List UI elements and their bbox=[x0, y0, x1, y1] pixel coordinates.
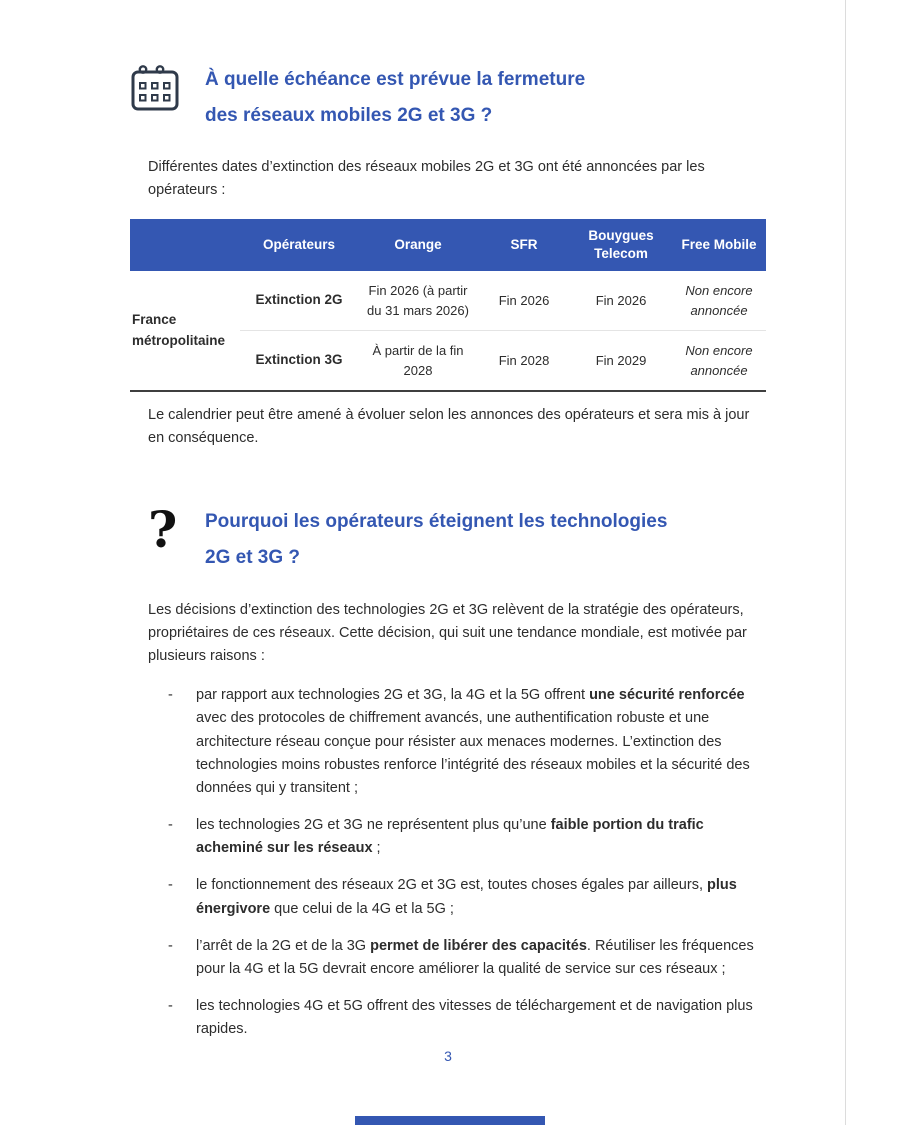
list-item: - les technologies 4G et 5G offrent des vitesses de téléchargement et de navigation plus rapides. bbox=[168, 995, 766, 1041]
section1-title-line1: À quelle échéance est prévue la fermeture bbox=[205, 69, 586, 90]
footer-accent-bar bbox=[355, 1116, 545, 1125]
cell-3g-bouygues: Fin 2029 bbox=[570, 331, 672, 392]
row-label-2g: Extinction 2G bbox=[240, 271, 358, 331]
list-item: - le fonctionnement des réseaux 2G et 3G est, toutes choses égales par ailleurs, plus énergivore que celui de la 4G et la 5G ; bbox=[168, 874, 766, 920]
table-header-sfr: SFR bbox=[478, 219, 570, 271]
section1-title-line2: des réseaux mobiles 2G et 3G ? bbox=[205, 105, 493, 127]
list-item: - l’arrêt de la 2G et de la 3G permet de libérer des capacités. Réutiliser les fréquences pour la 4G et la 5G devrait encore améliorer la qualité de service sur ces réseaux ; bbox=[168, 935, 766, 981]
page-edge-divider bbox=[845, 0, 846, 1125]
row-label-3g: Extinction 3G bbox=[240, 331, 358, 392]
section2-heading bbox=[130, 500, 766, 576]
table-header-orange: Orange bbox=[358, 219, 478, 271]
section2-intro: Les décisions d’extinction des technologies 2G et 3G relèvent de la stratégie des opérateurs, propriétaires de ces réseaux. Cette décision, qui suit une tendance mondiale, est motivée par plusieurs raisons : bbox=[148, 601, 747, 664]
page-number: 3 bbox=[444, 1048, 452, 1064]
cell-2g-free: Non encore annoncée bbox=[672, 271, 766, 331]
cell-2g-orange: Fin 2026 (à partir du 31 mars 2026) bbox=[358, 271, 478, 331]
section2-title-line2: 2G et 3G ? bbox=[205, 547, 301, 569]
reasons-list bbox=[130, 684, 766, 1041]
list-item: - les technologies 2G et 3G ne représentent plus qu’une faible portion du trafic acheminé sur les réseaux ; bbox=[168, 814, 766, 860]
cell-2g-bouygues: Fin 2026 bbox=[570, 271, 672, 331]
cell-3g-orange: À partir de la fin 2028 bbox=[358, 331, 478, 392]
row-group-label: France métropolitaine bbox=[130, 271, 240, 391]
cell-3g-free: Non encore annoncée bbox=[672, 331, 766, 392]
list-item: - par rapport aux technologies 2G et 3G, la 4G et la 5G offrent une sécurité renforcée avec des protocoles de chiffrement avancés, une authentification robuste et une architecture réseau conçue pour résister aux menaces modernes. L’extinction des technologies moins robustes renforce l’intégrité des réseaux mobiles et la sécurité des données qui y transitent ; bbox=[168, 684, 766, 800]
table-header-free: Free Mobile bbox=[672, 219, 766, 271]
calendar-icon bbox=[130, 62, 205, 117]
table-header-operateurs: Opérateurs bbox=[240, 219, 358, 271]
table-header-row bbox=[130, 219, 766, 271]
section1-intro: Différentes dates d’extinction des réseaux mobiles 2G et 3G ont été annoncées par les opérateurs : bbox=[148, 159, 705, 199]
cell-3g-sfr: Fin 2028 bbox=[478, 331, 570, 392]
table-row bbox=[130, 271, 766, 331]
section2-title-line1: Pourquoi les opérateurs éteignent les technologies bbox=[205, 511, 668, 533]
question-mark-icon: ? bbox=[148, 500, 178, 560]
section2-title bbox=[205, 504, 667, 576]
section1-title bbox=[205, 62, 585, 134]
page-content bbox=[130, 0, 766, 1056]
table-header-bouygues: Bouygues Telecom bbox=[570, 219, 672, 271]
cell-2g-sfr: Fin 2026 bbox=[478, 271, 570, 331]
shutdown-dates-table bbox=[130, 219, 766, 392]
table-header-empty bbox=[130, 219, 240, 271]
section1-heading bbox=[130, 62, 766, 134]
calendar-note: Le calendrier peut être amené à évoluer selon les annonces des opérateurs et sera mis à jour en conséquence. bbox=[148, 407, 750, 447]
